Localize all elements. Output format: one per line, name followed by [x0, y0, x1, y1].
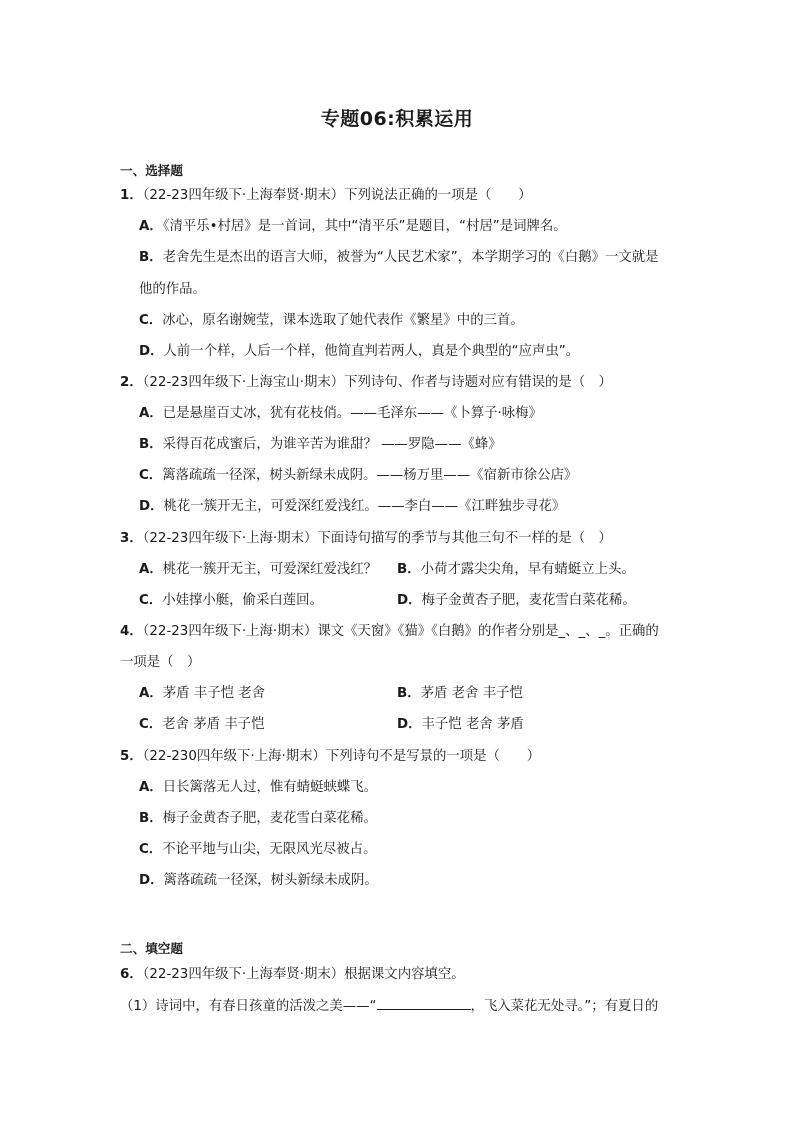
- option-c: C．不论平地与山尖，无限风光尽被占。: [139, 842, 377, 857]
- option-c: C．篱落疏疏一径深，树头新绿未成阴。——杨万里——《宿新市徐公店》: [139, 468, 578, 483]
- question-1-stem: [120, 187, 532, 205]
- question-text: （22-23四年级下·上海奉贤·期末）下列说法正确的一项是（ ）: [142, 188, 532, 203]
- question-2-stem: 2．（22-23四年级下·上海宝山·期末）下列诗句、作者与诗题对应有错误的是（ ）: [120, 375, 612, 390]
- option-a: A．茅盾 丰子恺 老舍: [139, 686, 266, 701]
- option-a: A．日长篱落无人过，惟有蜻蜓蛱蝶飞。: [139, 780, 378, 795]
- section-heading-fill: 二、填空题: [120, 941, 183, 956]
- question-3-stem: 3．（22-23四年级下·上海·期末）下面诗句描写的季节与其他三句不一样的是（ ）: [120, 531, 612, 546]
- option-d: D．丰子恺 老舍 茅盾: [397, 717, 524, 732]
- option-b: B．采得百花成蜜后，为谁辛苦为谁甜？ ——罗隐——《蜂》: [139, 437, 502, 452]
- option-d: D．梅子金黄杏子肥，麦花雪白菜花稀。: [397, 593, 636, 608]
- question-4-stem: 4．（22-23四年级下·上海·期末）课文《天窗》《猫》《白鹅》的作者分别是_、_、_。正确的: [120, 624, 659, 639]
- question-6-part-1: （1）诗词中，有春日孩童的活泼之美——“ ，飞入菜花无处寻。”；有夏日的: [120, 999, 659, 1014]
- option-d: D．篱落疏疏一径深，树头新绿未成阴。: [139, 873, 378, 888]
- option-c: C．冰心，原名谢婉莹，课本选取了她代表作《繁星》中的三首。: [139, 313, 524, 328]
- option-a: A．已是悬崖百丈冰，犹有花枝俏。——毛泽东——《卜算子·咏梅》: [139, 406, 542, 421]
- option-a: A．《清平乐•村居》是一首词，其中“清平乐”是题目，“村居”是词牌名。: [139, 219, 567, 234]
- question-4-stem-continued: 一项是（ ）: [120, 655, 201, 670]
- option-d: D．人前一个样，人后一个样，他简直判若两人，真是个典型的“应声虫”。: [139, 344, 580, 359]
- option-b: B．茅盾 老舍 丰子恺: [397, 686, 523, 701]
- section-heading-choice: 一、选择题: [120, 163, 183, 178]
- option-b: B．老舍先生是杰出的语言大师，被誉为“人民艺术家”，本学期学习的《白鹅》一文就是: [139, 250, 659, 265]
- question-5-stem: 5．（22-230四年级下·上海·期末）下列诗句不是写景的一项是（ ）: [120, 749, 541, 764]
- option-a: A．桃花一簇开无主，可爱深红爱浅红？: [139, 562, 378, 577]
- option-b: B．梅子金黄杏子肥，麦花雪白菜花稀。: [139, 811, 377, 826]
- question-6-stem: 6．（22-23四年级下·上海奉贤·期末）根据课文内容填空。: [120, 967, 465, 982]
- option-c: C．老舍 茅盾 丰子恺: [139, 717, 265, 732]
- option-b: B．小荷才露尖尖角，早有蜻蜓立上头。: [397, 562, 635, 577]
- option-b-continued: 他的作品。: [139, 282, 206, 297]
- answer-blank[interactable]: [377, 997, 471, 1010]
- question-number: 1．: [120, 188, 143, 203]
- page-title: 专题06:积累运用: [320, 108, 474, 130]
- option-c: C．小娃撑小艇，偷采白莲回。: [139, 593, 323, 608]
- option-d: D．桃花一簇开无主，可爱深红爱浅红。——李白——《江畔独步寻花》: [139, 499, 566, 514]
